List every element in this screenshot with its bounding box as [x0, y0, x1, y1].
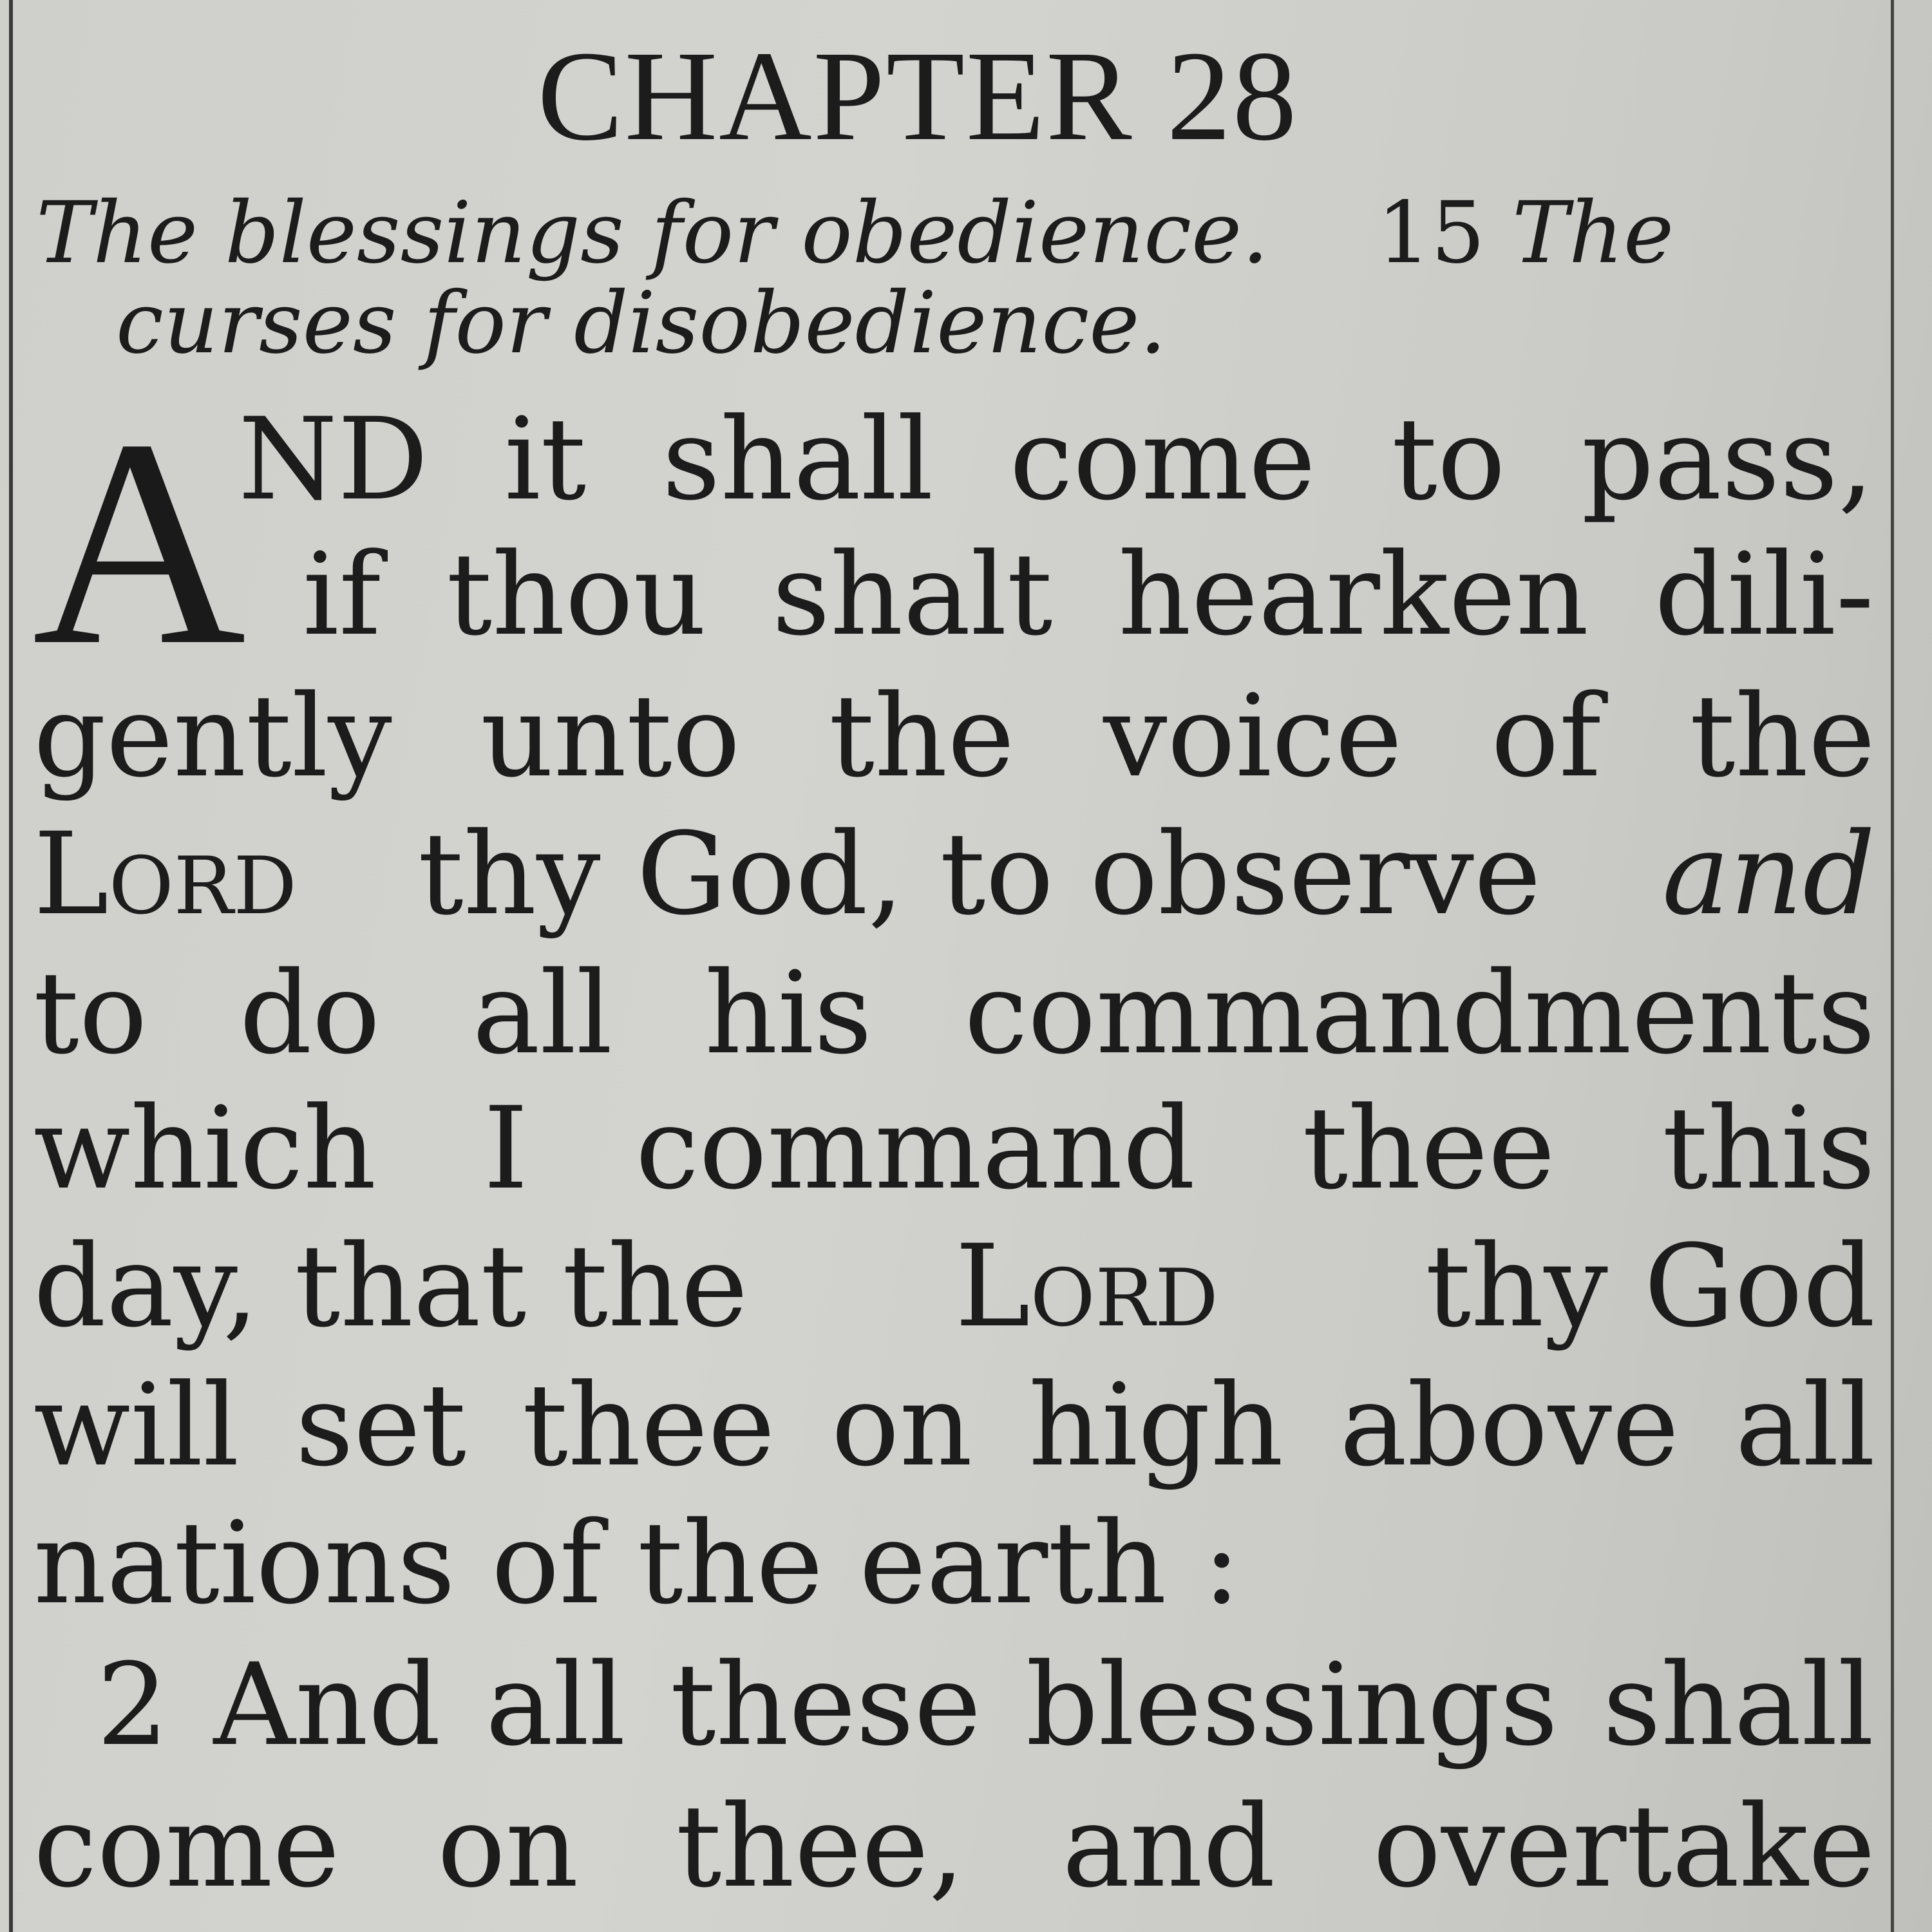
word: the — [829, 670, 1015, 802]
word: And — [213, 1639, 441, 1771]
word: his — [705, 947, 873, 1079]
verse1-line-5 — [33, 947, 1875, 1079]
verse1-line-2 — [303, 529, 1874, 661]
right-column-rule — [1891, 0, 1894, 1932]
word: shall — [662, 393, 934, 526]
word: if — [303, 529, 381, 661]
word: pass, — [1581, 393, 1874, 526]
word: blessings — [1025, 1639, 1558, 1771]
word: shalt — [772, 529, 1053, 661]
word: hearken — [1118, 529, 1589, 661]
word: of — [1491, 670, 1602, 802]
word: unto — [480, 670, 741, 802]
word: all — [1735, 1359, 1875, 1492]
word: thee, — [676, 1781, 965, 1913]
verse1-line-1 — [238, 393, 1874, 526]
word: to — [1392, 393, 1506, 526]
word: all — [485, 1639, 626, 1771]
word: thou — [446, 529, 706, 661]
line-text: thy God — [1425, 1220, 1875, 1352]
verse1-line-4 — [33, 808, 1875, 940]
word: above — [1340, 1359, 1680, 1492]
verse1-line-7 — [33, 1220, 1875, 1352]
word: will — [33, 1359, 240, 1492]
word: which — [33, 1083, 377, 1215]
word: on — [831, 1359, 973, 1492]
chapter-summary-line-1 — [36, 184, 1674, 283]
word: do — [239, 947, 381, 1079]
word: command — [635, 1083, 1195, 1215]
verse1-line-6 — [33, 1083, 1875, 1215]
verse2-line-1 — [97, 1639, 1874, 1771]
word: all — [472, 947, 613, 1079]
word: I — [483, 1083, 529, 1215]
word: this — [1662, 1083, 1875, 1215]
verse1-line-8 — [33, 1359, 1875, 1492]
word: on — [437, 1781, 579, 1913]
word: it — [504, 393, 587, 526]
chapter-heading: CHAPTER 28 — [537, 25, 1298, 167]
word: overtake — [1372, 1781, 1875, 1913]
word: gently — [33, 670, 392, 802]
verse1-line-3 — [33, 670, 1875, 802]
left-column-rule — [9, 0, 13, 1932]
word: ND — [238, 393, 429, 526]
word: thee — [522, 1359, 775, 1492]
summary-ref-number: 15 — [1377, 184, 1486, 283]
summary-part-3: curses for disobedience. — [116, 274, 1167, 373]
verse-number: 2 — [97, 1639, 169, 1771]
word: shall — [1602, 1639, 1874, 1771]
word: and — [1062, 1781, 1276, 1913]
divine-name-lord: Lord — [954, 1220, 1218, 1352]
word: commandments — [964, 947, 1875, 1079]
summary-part-2: The — [1511, 184, 1674, 283]
word: high — [1028, 1359, 1283, 1492]
word: the — [1689, 670, 1875, 802]
verse1-line-9: nations of the earth : — [33, 1497, 1241, 1629]
word: set — [295, 1359, 466, 1492]
drop-cap-letter: A — [32, 378, 247, 706]
word: come — [1009, 393, 1316, 526]
word: thee — [1302, 1083, 1555, 1215]
italic-supplied-word: and — [1662, 808, 1875, 940]
word: these — [670, 1639, 981, 1771]
line-text: day, that the — [33, 1220, 748, 1352]
word: voice — [1103, 670, 1403, 802]
word: dili- — [1654, 529, 1874, 661]
line-text: thy God, to observe — [417, 808, 1541, 940]
divine-name-lord: Lord — [33, 808, 297, 940]
word: to — [33, 947, 147, 1079]
summary-part-1: The blessings for obedience. — [36, 184, 1269, 283]
word: come — [33, 1781, 340, 1913]
verse2-line-2 — [33, 1781, 1875, 1913]
